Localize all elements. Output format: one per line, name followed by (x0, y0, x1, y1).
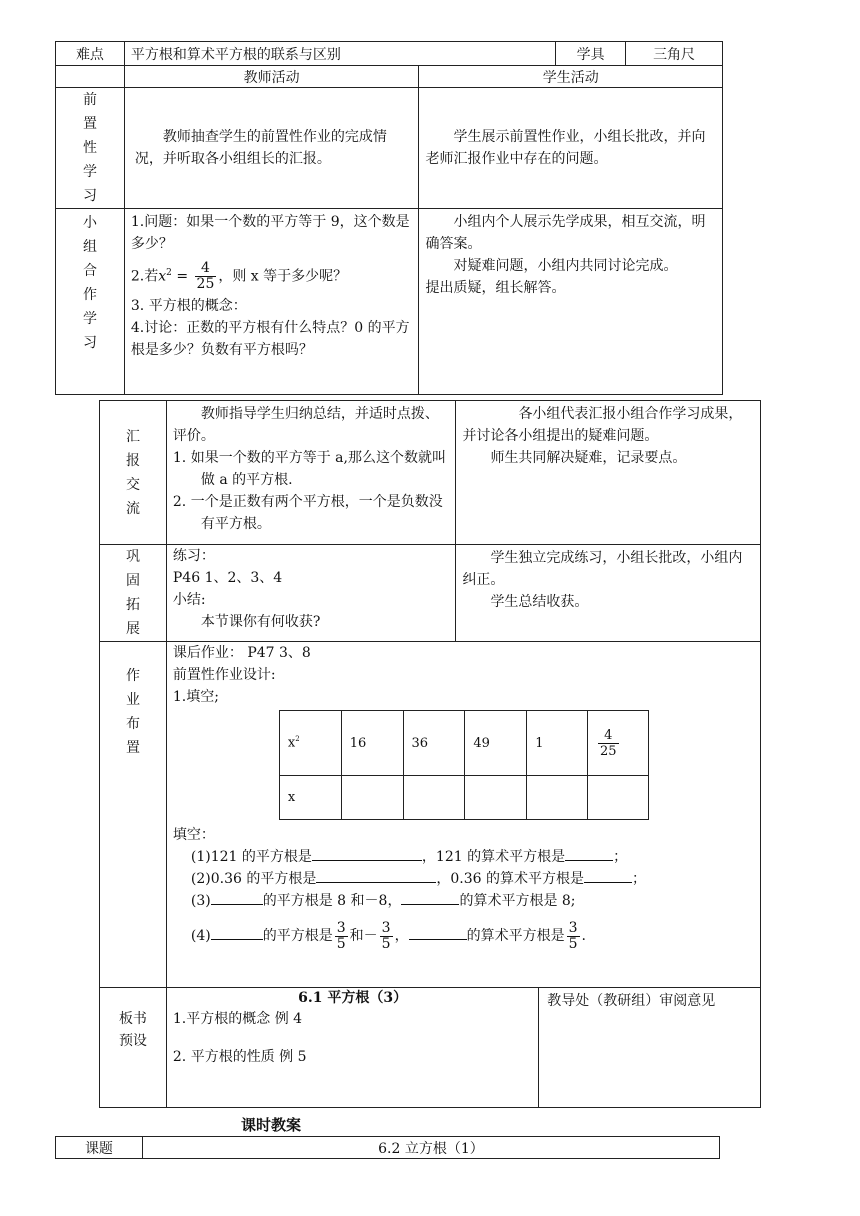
student-activity-header: 学生活动 (419, 66, 723, 88)
grid-cell-x: x (279, 776, 341, 820)
homework-content: 课后作业： P47 3、8 前置性作业设计: 1.填空; $x^2$ 16 36 49 1 $\frac{4}{25}$ x 填空： (1)121 的平方根是 ，121 的算术平方根是 ； (2)0.36 的平方根是 ，0.36 的算术平方根是 ； (3) 的平方根是 8 和－8， 的算术平方根是 8; (4) 的平方根是 $\frac{3}{5}$ 和－ $\frac{3}{5}$ ， 的算术平方根是 $\frac{3}{5}$ . (166, 642, 760, 988)
fill-in-grid (279, 710, 649, 820)
group-work-label: 小 组 合 作 学 习 (56, 209, 125, 395)
grid-cell: 49 (465, 711, 527, 776)
teacher-activity-header: 教师活动 (124, 66, 419, 88)
consolidate-label: 巩 固 拓 展 (100, 545, 167, 642)
fraction: $\frac{4}{25}$ (196, 260, 215, 293)
group-work-teacher: 1.问题：如果一个数的平方等于 9，这个数是多少？ 2.若$x^2$ = $\frac{4}{25}$ ，则 x 等于多少呢？ 3. 平方根的概念： 4.讨论：正数的平方根有什么特点？0 的平方根是多少？负数有平方根吗？ (124, 209, 419, 395)
difficulty-label: 难点 (56, 42, 125, 66)
grid-cell-fraction: $\frac{4}{25}$ (587, 711, 648, 776)
board-content: 6.1 平方根（3） 1.平方根的概念 例 4 2. 平方根的性质 例 5 (166, 988, 538, 1108)
header-empty (56, 66, 125, 88)
fill-line-3: (3) 的平方根是 8 和－8， 的算术平方根是 8; (173, 890, 754, 912)
grid-cell: 36 (403, 711, 465, 776)
topic-label: 课题 (56, 1137, 143, 1159)
pre-study-teacher: 教师抽查学生的前置性作业的完成情况，并听取各小组组长的汇报。 (124, 88, 419, 209)
grid-cell-empty (465, 776, 527, 820)
grid-cell-empty (527, 776, 588, 820)
grid-cell: 1 (527, 711, 588, 776)
report-teacher: 教师指导学生归纳总结，并适时点拨、评价。 1. 如果一个数的平方等于 a,那么这个数就叫做 a 的平方根. 2. 一个是正数有两个平方根，一个是负数没有平方根。 (166, 401, 456, 545)
consolidate-student: 学生独立完成练习，小组长批改，小组内纠正。 学生总结收获。 (456, 545, 761, 642)
consolidate-teacher: 练习： P46 1、2、3、4 小结: 本节课你有何收获? (166, 545, 456, 642)
tool-label: 学具 (556, 42, 626, 66)
grid-cell-x2: $x^2$ (279, 711, 341, 776)
report-label: 汇 报 交 流 (100, 401, 167, 545)
pre-study-label: 前 置 性 学 习 (56, 88, 125, 209)
tool-value: 三角尺 (626, 42, 723, 66)
difficulty-content: 平方根和算术平方根的联系与区别 (124, 42, 555, 66)
fill-line-2: (2)0.36 的平方根是 ，0.36 的算术平方根是 ； (173, 868, 754, 890)
fill-line-1: (1)121 的平方根是 ，121 的算术平方根是 ； (173, 846, 754, 868)
grid-cell: 16 (341, 711, 403, 776)
question-2: 2.若$x^2$ = $\frac{4}{25}$ ，则 x 等于多少呢？ (130, 260, 348, 293)
fill-line-4: (4) 的平方根是 $\frac{3}{5}$ 和－ $\frac{3}{5}$ ， 的算术平方根是 $\frac{3}{5}$ . (190, 919, 586, 952)
group-work-student: 小组内个人展示先学成果，相互交流，明确答案。 对疑难问题，小组内共同讨论完成。 提出质疑，组长解答。 (419, 209, 723, 395)
report-student: 各小组代表汇报小组合作学习成果，并讨论各小组提出的疑难问题。 师生共同解决疑难，记录要点。 (456, 401, 761, 545)
topic-value: 6.2 立方根（1） (142, 1137, 719, 1159)
pre-study-student: 学生展示前置性作业，小组长批改，并向老师汇报作业中存在的问题。 (419, 88, 723, 209)
grid-cell-empty (341, 776, 403, 820)
grid-cell-empty (587, 776, 648, 820)
top-lesson-table (55, 41, 723, 395)
main-lesson-table (99, 400, 761, 1108)
review-opinion: 教导处（教研组）审阅意见 (539, 988, 761, 1108)
lesson-plan-heading: 课时教案 (241, 1116, 302, 1134)
topic-table (55, 1136, 720, 1159)
homework-label: 作 业 布 置 (100, 642, 167, 988)
board-label: 板书 预设 (100, 988, 167, 1108)
grid-cell-empty (403, 776, 465, 820)
